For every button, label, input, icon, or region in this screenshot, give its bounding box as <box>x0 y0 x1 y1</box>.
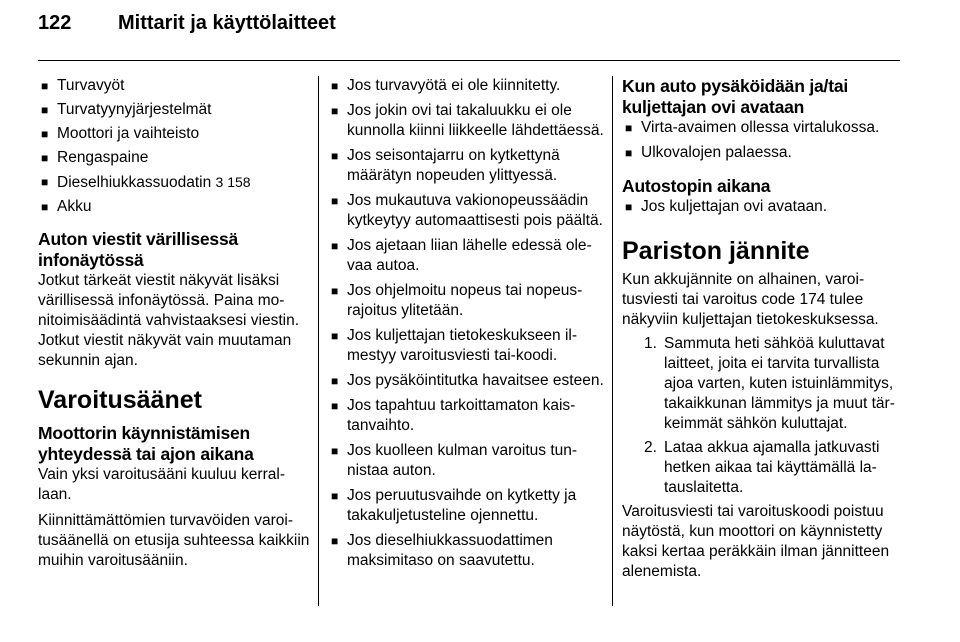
page-ref-arrow-icon: 3 <box>215 174 224 190</box>
column-right <box>622 76 912 582</box>
paragraph: Jotkut tärkeät viestit näkyvät lisäksi värillisessä infonäytössä. Paina monitoimisäädintä vahvistaaksesi viestin. Jotkut viestit näkyvät vain muutaman sekunnin ajan. <box>38 272 300 369</box>
list-item: 2. Lataa akkua ajamalla jatkuvasti hetken aikaa tai käyttämällä latauslaitetta. <box>644 439 880 496</box>
page-reference-link[interactable]: 3 158 <box>215 174 251 190</box>
section-heading: Kun auto pysäköidään ja/tai kuljettajan ovi avataan <box>622 76 849 117</box>
list-item: ■ Jos kuljettajan ovi avataan. <box>625 198 828 215</box>
list-item: ■ Jos turvavyötä ei ole kiinnitetty. <box>331 77 561 94</box>
list-item: ■ Jos mukautuva vakionopeussäädin kytkeytyy automaattisesti pois päältä. <box>331 192 603 229</box>
column-left <box>38 76 310 571</box>
list-item: ■ Jos ohjelmoitu nopeus tai nopeusrajoitus ylitetään. <box>331 282 583 319</box>
list-item: ■ Virta-avaimen ollessa virtalukossa. <box>625 119 880 136</box>
paragraph: Vain yksi varoitusääni kuuluu kerrallaan. <box>38 466 285 503</box>
column-divider <box>612 76 613 606</box>
list-item: ■ Jos jokin ovi tai takaluukku ei ole kunnolla kiinni liikkeelle lähdettäessä. <box>331 102 604 139</box>
section-title: Pariston jännite <box>622 237 810 265</box>
paragraph: Kiinnittämättömien turvavöiden varoitusäänellä on etusija suhteessa kaikkiin muihin varoitusääniin. <box>38 512 310 569</box>
list-item: ■ Jos kuljettajan tietokeskukseen ilmestyy varoitusviesti tai-koodi. <box>331 327 578 364</box>
list-item: ■ Jos ajetaan liian lähelle edessä olevaa autoa. <box>331 237 592 274</box>
column-middle <box>328 76 608 576</box>
section-heading: Autostopin aikana <box>622 176 771 196</box>
list-item: ■ Jos seisontajarru on kytkettynä määrätyn nopeuden ylittyessä. <box>331 147 560 184</box>
list-item: ■ Turvavyöt <box>41 77 125 94</box>
paragraph: Kun akkujännite on alhainen, varoitusviesti tai varoitus code 174 tulee näkyviin kuljettajan tietokeskuksessa. <box>622 271 879 328</box>
list-item: ■ Dieselhiukkassuodatin 3 158 <box>41 174 251 191</box>
warning-condition-list <box>328 76 608 571</box>
list-item: ■ Ulkovalojen palaessa. <box>625 144 792 161</box>
list-item: ■ Turvatyynyjärjestelmät <box>41 101 212 118</box>
column-divider <box>318 76 319 606</box>
warning-category-list <box>38 76 310 217</box>
autostop-warning-list <box>622 197 912 217</box>
list-item: ■ Rengaspaine <box>41 149 149 166</box>
list-item: ■ Jos peruutusvaihde on kytketty ja takakuljetusteline ojennettu. <box>331 487 577 524</box>
header-rule <box>38 60 900 61</box>
list-item: ■ Akku <box>41 198 92 215</box>
section-heading: Auton viestit värillisessä infonäytössä <box>38 229 239 270</box>
list-item: ■ Jos tapahtuu tarkoittamaton kaistanvaihto. <box>331 397 576 434</box>
section-heading: Moottorin käynnistämisen yhteydessä tai ajon aikana <box>38 423 254 464</box>
list-item: ■ Moottori ja vaihteisto <box>41 125 200 142</box>
steps-list <box>622 334 912 498</box>
paragraph: Varoitusviesti tai varoituskoodi poistuu näytöstä, kun moottori on käynnistetty kaksi kertaa peräkkäin ilman jännitteen alenemista. <box>622 503 890 580</box>
parked-warning-list <box>622 118 912 163</box>
list-item: ■ Jos dieselhiukkassuodattimen maksimitaso on saavutettu. <box>331 532 553 569</box>
list-item: ■ Jos kuolleen kulman varoitus tunnistaa auton. <box>331 442 578 479</box>
page-title: Mittarit ja käyttölaitteet <box>118 12 336 34</box>
page-number: 122 <box>38 12 72 34</box>
list-item: ■ Jos pysäköintitutka havaitsee esteen. <box>331 372 604 389</box>
list-item: 1. Sammuta heti sähköä kuluttavat laitteet, joita ei tarvita turvallista ajoa varten, kuten istuinlämmitys, takaikkunan lämmitys ja muut tärkeimmät sähkön kuluttajat. <box>644 335 895 432</box>
section-title: Varoitusäänet <box>38 386 202 414</box>
